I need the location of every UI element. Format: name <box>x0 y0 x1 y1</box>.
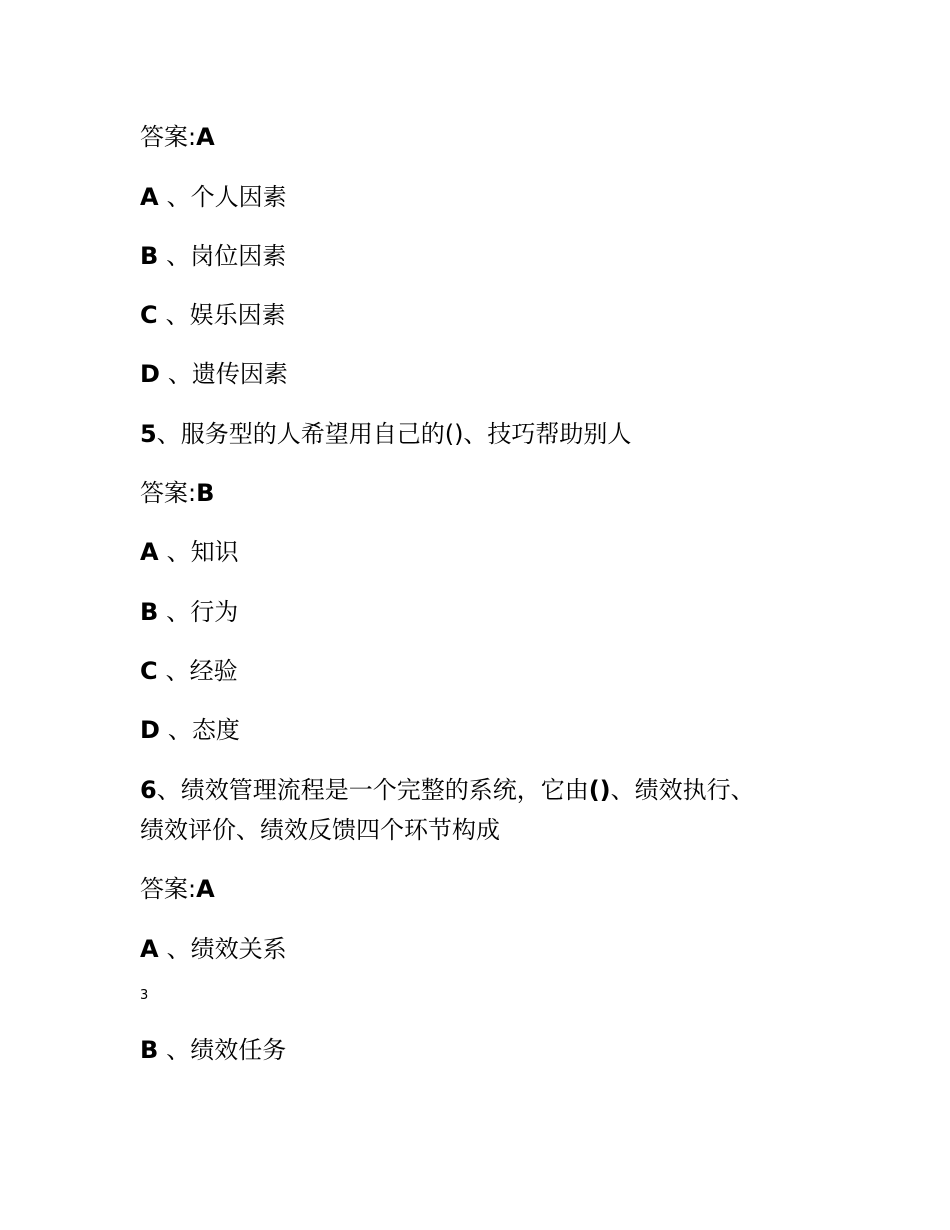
q4-option-c <box>140 300 286 330</box>
answer-label: 答案: <box>140 123 197 151</box>
option-text: 遗传因素 <box>191 360 288 388</box>
option-separator: 、 <box>166 538 191 566</box>
option-separator: 、 <box>166 242 191 270</box>
option-separator: 、 <box>166 183 191 211</box>
question-number: 5 <box>140 420 157 448</box>
option-letter: C <box>140 657 158 685</box>
option-letter: C <box>140 301 158 329</box>
question-text: 、绩效管理流程是一个完整的系统，它由 <box>156 776 589 804</box>
option-text: 娱乐因素 <box>189 301 286 329</box>
q4-answer <box>140 122 215 152</box>
option-letter: A <box>140 538 159 566</box>
q6-question-line-2 <box>140 815 500 845</box>
question-blank: () <box>588 776 611 804</box>
option-letter: B <box>140 598 159 626</box>
option-letter: B <box>140 242 159 270</box>
q5-option-c <box>140 656 238 686</box>
answer-value: A <box>196 123 215 151</box>
question-text-cont: 、绩效执行、 <box>610 776 755 804</box>
option-text: 知识 <box>190 538 239 566</box>
q5-question <box>140 419 631 449</box>
option-separator: 、 <box>166 598 191 626</box>
answer-value: B <box>196 479 215 507</box>
option-separator: 、 <box>167 360 192 388</box>
option-letter: A <box>140 183 159 211</box>
answer-value: A <box>196 875 215 903</box>
q6-answer <box>140 874 215 904</box>
q4-option-a <box>140 182 287 212</box>
option-text: 经验 <box>189 657 238 685</box>
q6-option-a <box>140 934 287 964</box>
option-text: 绩效关系 <box>190 935 287 963</box>
option-text: 态度 <box>191 716 240 744</box>
q4-option-d <box>140 359 288 389</box>
q6-option-b <box>140 1035 286 1065</box>
q5-option-b <box>140 597 238 627</box>
question-text-line2: 绩效评价、绩效反馈四个环节构成 <box>140 816 500 844</box>
answer-label: 答案: <box>140 479 197 507</box>
question-number: 6 <box>140 776 157 804</box>
option-separator: 、 <box>167 716 192 744</box>
option-letter: A <box>140 935 159 963</box>
option-text: 绩效任务 <box>190 1036 287 1064</box>
option-separator: 、 <box>165 301 190 329</box>
q4-option-b <box>140 241 286 271</box>
answer-label: 答案: <box>140 875 197 903</box>
option-separator: 、 <box>166 1036 191 1064</box>
option-text: 岗位因素 <box>190 242 287 270</box>
page-number: 3 <box>140 988 149 1003</box>
q6-question-line-1 <box>140 775 755 805</box>
option-text: 行为 <box>190 598 239 626</box>
q5-option-d <box>140 715 240 745</box>
option-separator: 、 <box>165 657 190 685</box>
q5-answer <box>140 478 214 508</box>
option-letter: B <box>140 1036 159 1064</box>
option-letter: D <box>140 360 160 388</box>
q5-option-a <box>140 537 239 567</box>
option-separator: 、 <box>166 935 191 963</box>
question-text: 、服务型的人希望用自己的()、技巧帮助别人 <box>156 420 632 448</box>
option-text: 个人因素 <box>190 183 287 211</box>
option-letter: D <box>140 716 160 744</box>
